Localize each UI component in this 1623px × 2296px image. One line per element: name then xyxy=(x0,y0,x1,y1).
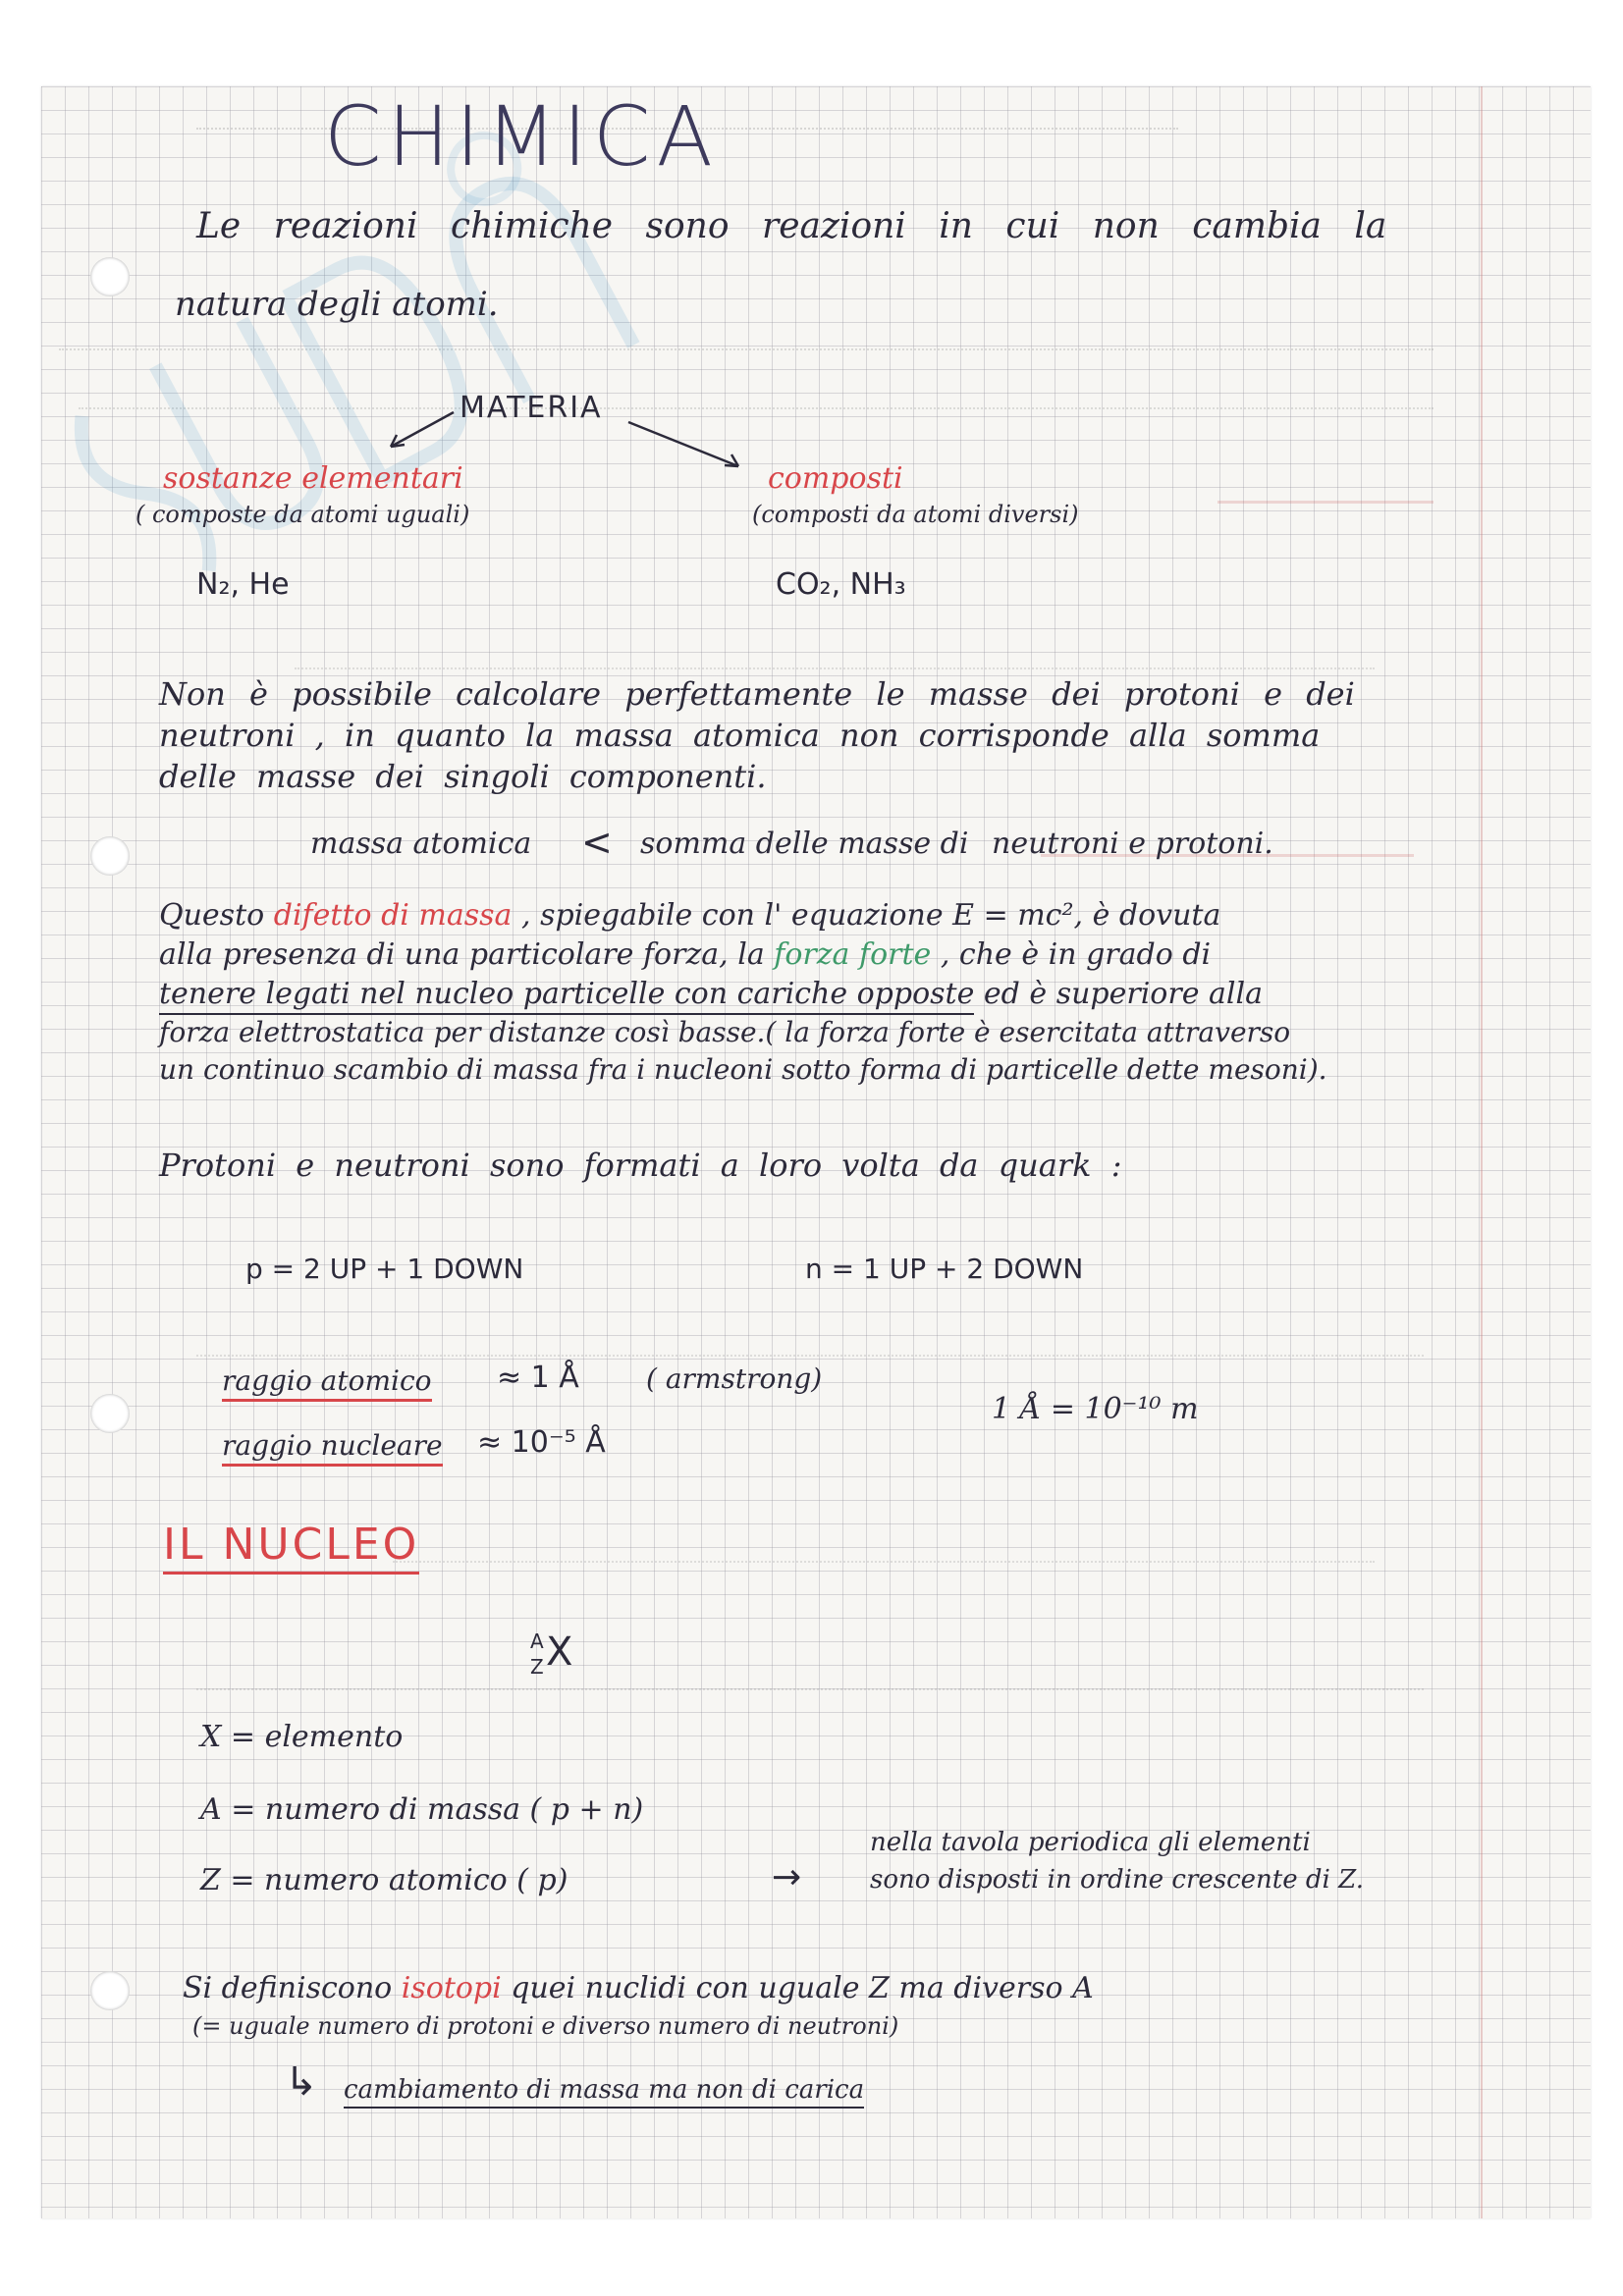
mass-paragraph-line: neutroni , in quanto la massa atomica non corrisponde alla somma xyxy=(159,717,1321,754)
atomic-radius-note: ( armstrong) xyxy=(646,1362,823,1395)
page-title: CHIMICA xyxy=(324,88,719,185)
nuclear-radius-value: ≈ 10⁻⁵ Å xyxy=(477,1425,606,1460)
section-heading-nucleus: IL NUCLEO xyxy=(163,1520,419,1575)
mass-paragraph-line: Non è possibile calcolare perfettamente le masse dei protoni e dei xyxy=(159,675,1355,713)
isotopes-text: Si definiscono xyxy=(183,1971,393,2005)
defect-line-3 xyxy=(159,977,1263,1011)
definition-a: A = numero di massa ( p + n) xyxy=(200,1792,644,1827)
proton-composition: p = 2 UP + 1 DOWN xyxy=(245,1253,524,1285)
inequality-left: massa atomica xyxy=(310,827,532,861)
compounds-title: composti xyxy=(768,461,903,496)
defect-text: , che è in grado di xyxy=(940,937,1212,972)
definition-z: Z = numero atomico ( p) xyxy=(200,1863,568,1897)
atomic-radius-value: ≈ 1 Å xyxy=(497,1361,579,1395)
isotopes-line-2: (= uguale numero di protoni e diverso numero di neutroni) xyxy=(192,2012,899,2040)
mass-number-superscript: A xyxy=(530,1629,544,1653)
mass-defect-term: difetto di massa xyxy=(273,898,513,933)
definition-x: X = elemento xyxy=(200,1720,404,1754)
isotopes-text: quei nuclidi con uguale Z ma diverso A xyxy=(511,1971,1094,2005)
defect-line: forza elettrostatica per distanze così basse.( la forza forte è esercitata attraverso xyxy=(159,1016,1291,1048)
inequality-symbol: < xyxy=(581,821,613,864)
isotopes-conclusion: cambiamento di massa ma non di carica xyxy=(344,2075,864,2109)
atomic-number-subscript: Z xyxy=(530,1655,544,1679)
neutron-composition: n = 1 UP + 2 DOWN xyxy=(805,1253,1084,1285)
defect-text: ed è superiore alla xyxy=(983,977,1263,1011)
defect-underlined-text: tenere legati nel nucleo particelle con cariche opposte xyxy=(159,977,974,1015)
diagram-root: MATERIA xyxy=(460,391,603,425)
compounds-example: CO₂, NH₃ xyxy=(776,567,906,602)
nuclear-radius-label: raggio nucleare xyxy=(222,1429,443,1467)
isotopes-term: isotopi xyxy=(401,1971,502,2005)
isotopes-line-1 xyxy=(183,1971,1094,2005)
elementary-substances-desc: ( composte da atomi uguali) xyxy=(135,501,470,528)
periodic-table-note: sono disposti in ordine crescente di Z. xyxy=(870,1865,1365,1895)
defect-line-1 xyxy=(159,898,1220,933)
intro-line: Le reazioni chimiche sono reazioni in cui non cambia la xyxy=(196,206,1387,246)
defect-line-2 xyxy=(159,937,1211,972)
intro-line: natura degli atomi. xyxy=(175,285,499,324)
atomic-radius-label: raggio atomico xyxy=(222,1364,432,1402)
arrow-right-icon: → xyxy=(772,1857,802,1897)
quark-intro: Protoni e neutroni sono formati a loro volta da quark : xyxy=(159,1147,1122,1184)
periodic-table-note: nella tavola periodica gli elementi xyxy=(870,1828,1311,1857)
inequality-right-neutrons: neutroni e protoni. xyxy=(992,827,1273,861)
element-symbol: X xyxy=(546,1629,573,1675)
return-arrow-icon: ↳ xyxy=(285,2059,318,2105)
defect-text: Questo xyxy=(159,898,265,933)
elementary-substances-title: sostanze elementari xyxy=(163,461,463,496)
defect-text: alla presenza di una particolare forza, la xyxy=(159,937,765,972)
mass-paragraph-line: delle masse dei singoli componenti. xyxy=(159,758,767,795)
angstrom-conversion: 1 Å = 10⁻¹⁰ m xyxy=(992,1392,1199,1426)
compounds-desc: (composti da atomi diversi) xyxy=(752,501,1079,528)
strong-force-term: forza forte xyxy=(774,937,932,972)
defect-text: , spiegabile con l' equazione E = mc², è dovuta xyxy=(521,898,1221,933)
elementary-substances-example: N₂, He xyxy=(196,567,290,602)
defect-line: un continuo scambio di massa fra i nucleoni sotto forma di particelle dette mesoni). xyxy=(159,1053,1327,1086)
inequality-right: somma delle masse di xyxy=(640,827,969,861)
